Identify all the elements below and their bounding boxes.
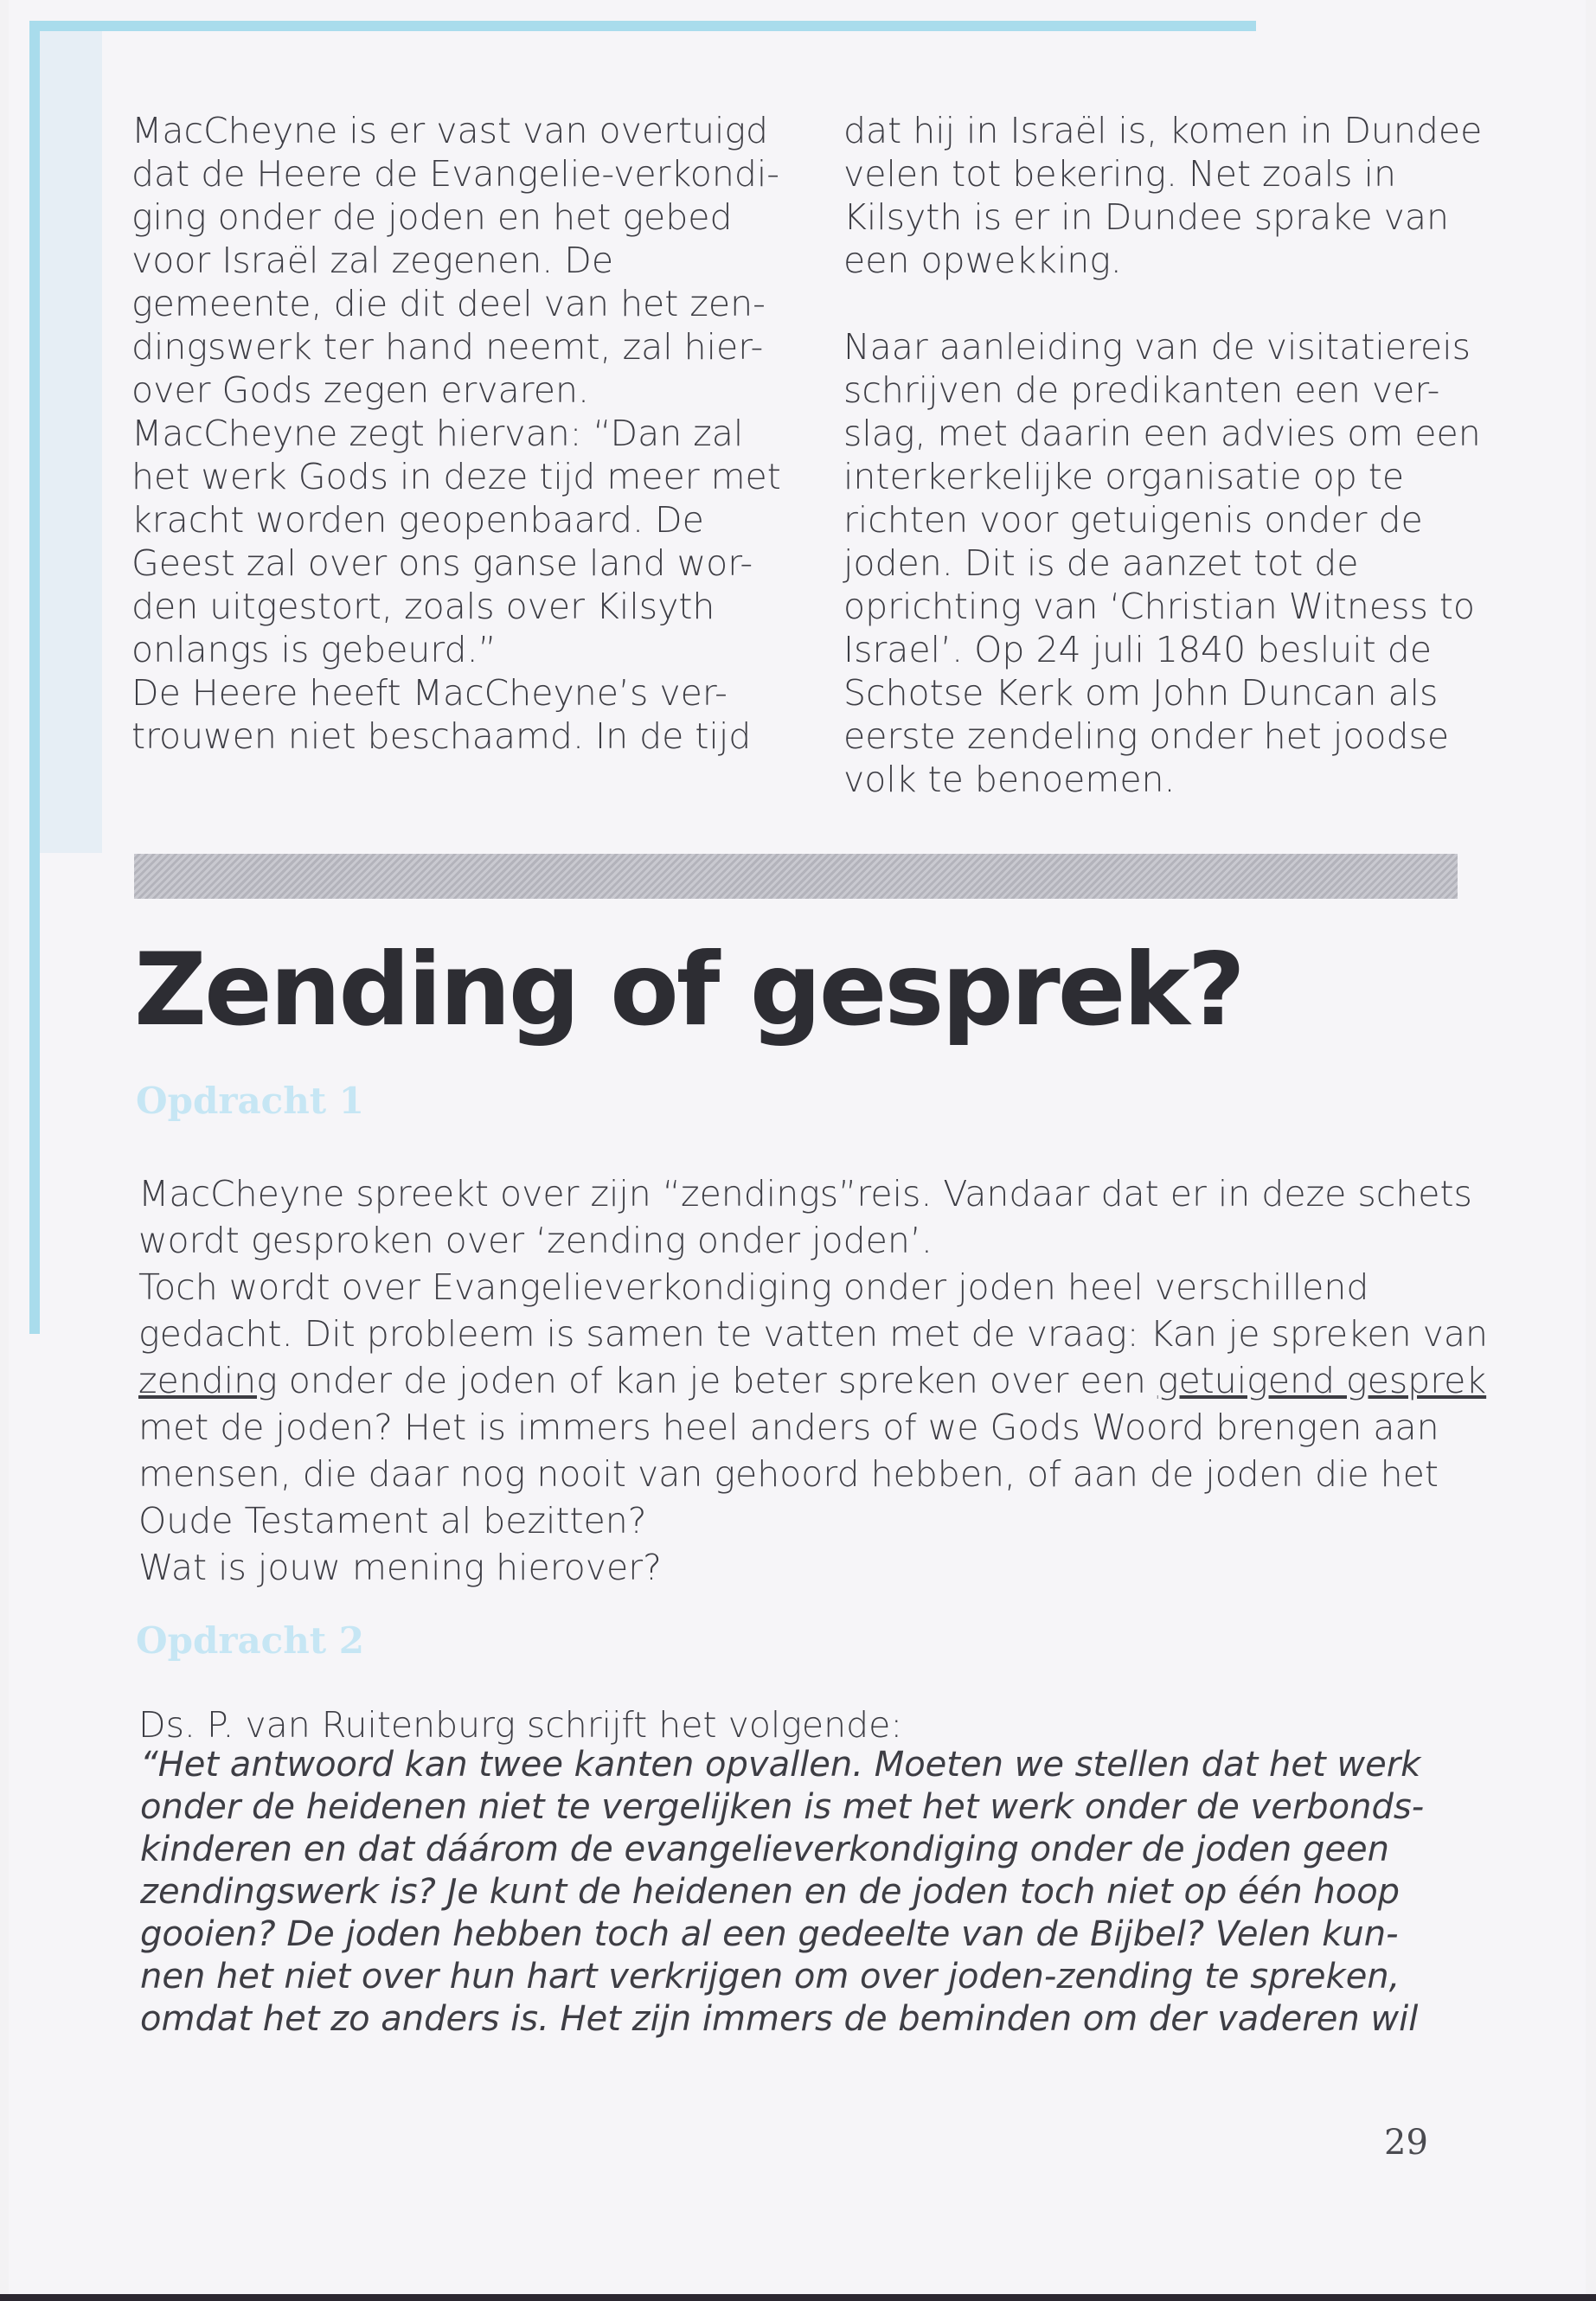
text-line: Naar aanleiding van de visitatiereis <box>843 326 1471 368</box>
right-column <box>843 109 1501 801</box>
scan-bottom-edge <box>0 2294 1596 2301</box>
page-number: 29 <box>1384 2123 1428 2163</box>
text-line: MacCheyne zegt hiervan: “Dan zal <box>131 413 744 454</box>
text-line: eerste zendeling onder het joodse <box>843 715 1450 757</box>
quote-line: omdat het zo anders is. Het zijn immers de beminden om der vaderen wil <box>140 1999 1419 2039</box>
text-line: richten voor getuigenis onder de <box>843 499 1423 541</box>
text-line: kracht worden geopenbaard. De <box>131 499 704 541</box>
text-line: Geest zal over ons ganse land wor- <box>131 542 753 584</box>
frame-left-border <box>29 21 40 1334</box>
quote-line: onder de heidenen niet te vergelijken is met het werk onder de verbonds- <box>140 1787 1425 1827</box>
text-line: interkerkelijke organisatie op te <box>843 456 1405 497</box>
text-line: velen tot bekering. Net zoals in <box>843 153 1396 195</box>
assignment-2-heading: Opdracht 2 <box>136 1619 365 1662</box>
text-line: volk te benoemen. <box>843 759 1176 800</box>
text-line <box>138 1357 1487 1404</box>
assignment-1-text <box>138 1170 1488 1591</box>
text-line: Kilsyth is er in Dundee sprake van <box>843 196 1450 238</box>
text-line: voor Israël zal zegenen. De <box>131 240 614 281</box>
text-line: joden. Dit is de aanzet tot de <box>843 542 1359 584</box>
assignment-2-intro: Ds. P. van Ruitenburg schrijft het volgende: <box>138 1704 903 1746</box>
text-line: Wat is jouw mening hierover? <box>138 1547 662 1588</box>
text-line: met de joden? Het is immers heel anders of we Gods Woord brengen aan <box>138 1407 1439 1448</box>
paragraph-gap <box>843 282 1501 325</box>
text-line: mensen, die daar nog nooit van gehoord hebben, of aan de joden die het <box>138 1453 1439 1495</box>
text-line: slag, met daarin een advies om een <box>843 413 1481 454</box>
text-line: den uitgestort, zoals over Kilsyth <box>131 586 715 627</box>
text-line: dat de Heere de Evangelie-verkondi- <box>131 153 780 195</box>
underlined-term: getuigend gesprek <box>1157 1360 1487 1401</box>
text-line: wordt gesproken over ‘zending onder joden’. <box>138 1220 933 1261</box>
text-line: MacCheyne is er vast van overtuigd <box>131 110 769 151</box>
text-line: over Gods zegen ervaren. <box>131 369 589 411</box>
frame-top-border <box>29 21 1256 31</box>
text-line: Israel’. Op 24 juli 1840 besluit de <box>843 629 1432 670</box>
assignment-1-heading: Opdracht 1 <box>136 1080 365 1122</box>
text-line: een opwekking. <box>843 240 1122 281</box>
text-line: onlangs is gebeurd.” <box>131 629 497 670</box>
quote-line: nen het niet over hun hart verkrijgen om over joden-zending te spreken, <box>140 1957 1401 1997</box>
hatched-divider <box>134 854 1458 899</box>
text-line: MacCheyne spreekt over zijn “zendings”reis. Vandaar dat er in deze schets <box>138 1173 1472 1215</box>
text-line: schrijven de predikanten een ver- <box>843 369 1440 411</box>
underlined-term: zending <box>138 1360 278 1401</box>
assignment-2-quote <box>140 1744 1490 2041</box>
section-title: Zending of gesprek? <box>134 932 1243 1048</box>
text-line: oprichting van ‘Christian Witness to <box>843 586 1476 627</box>
text-line: het werk Gods in deze tijd meer met <box>131 456 781 497</box>
quote-line: kinderen en dat dáárom de evangelieverkondiging onder de joden geen <box>140 1830 1389 1869</box>
text-line: ging onder de joden en het gebed <box>131 196 733 238</box>
text-segment: onder de joden of kan je beter spreken over een <box>277 1360 1157 1401</box>
tint-panel <box>40 31 102 853</box>
text-line: De Heere heeft MacCheyne’s ver- <box>131 672 727 714</box>
text-line: Toch wordt over Evangelieverkondiging onder joden heel verschillend <box>138 1266 1369 1308</box>
text-line: gedacht. Dit probleem is samen te vatten met de vraag: Kan je spreken van <box>138 1313 1488 1355</box>
text-line: dat hij in Israël is, komen in Dundee <box>843 110 1483 151</box>
left-column <box>131 109 780 758</box>
text-line: Schotse Kerk om John Duncan als <box>843 672 1439 714</box>
quote-line: “Het antwoord kan twee kanten opvallen. Moeten we stellen dat het werk <box>140 1745 1421 1785</box>
text-line: dingswerk ter hand neemt, zal hier- <box>131 326 764 368</box>
quote-line: zendingswerk is? Je kunt de heidenen en de joden toch niet op één hoop <box>140 1872 1401 1912</box>
text-line: trouwen niet beschaamd. In de tijd <box>131 715 752 757</box>
quote-line: gooien? De joden hebben toch al een gedeelte van de Bijbel? Velen kun- <box>140 1914 1399 1954</box>
text-line: Oude Testament al bezitten? <box>138 1500 647 1541</box>
text-line: gemeente, die dit deel van het zen- <box>131 283 766 324</box>
